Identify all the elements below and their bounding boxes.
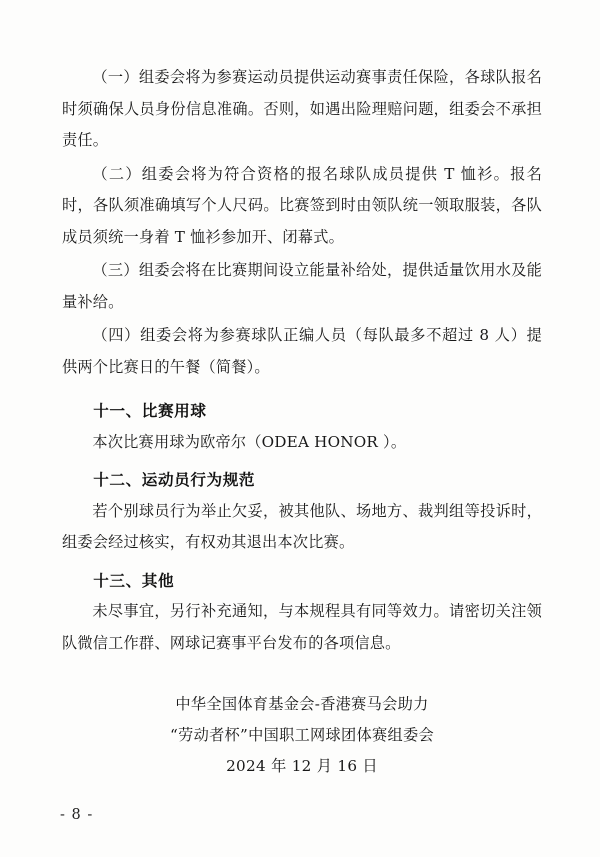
paragraph-item-4: （四）组委会将为参赛球队正编人员（每队最多不超过 8 人）提供两个比赛日的午餐（简餐）。 <box>62 326 542 376</box>
spacer <box>62 385 542 389</box>
signature-date: 2024 年 12 月 16 日 <box>226 757 378 775</box>
signature-organization: 中华全国体育基金会-香港赛马会助力 <box>175 695 429 713</box>
page-number: - 8 - <box>60 807 94 823</box>
paragraph-item-3: （三）组委会将在比赛期间设立能量补给处，提供适量饮用水及能量补给。 <box>62 261 542 311</box>
signature-committee: “劳动者杯”中国职工网球团体赛组委会 <box>170 726 434 744</box>
section-body-thirteen: 未尽事宜，另行补充通知，与本规程具有同等效力。请密切关注领队微信工作群、网球记赛事平台发布的各项信息。 <box>62 602 542 652</box>
paragraph-item-1: （一）组委会将为参赛运动员提供运动赛事责任保险，各球队报名时须确保人员身份信息准确。否则，如遇出险理赔问题，组委会不承担责任。 <box>62 68 542 149</box>
signature-block <box>62 689 542 782</box>
section-heading-thirteen: 十三、其他 <box>93 570 175 590</box>
section-heading-eleven: 十一、比赛用球 <box>93 401 207 420</box>
document-body <box>62 62 542 782</box>
paragraph-item-2: （二）组委会将为符合资格的报名球队成员提供 T 恤衫。报名时，各队须准确填写个人尺码。比赛签到时由领队统一领取服装，各队成员须统一身着 T 恤衫参加开、闭幕式。 <box>62 164 542 246</box>
section-body-eleven: 本次比赛用球为欧帝尔（ODEA HONOR ）。 <box>92 432 407 451</box>
section-body-twelve: 若个别球员行为举止欠妥，被其他队、场地方、裁判组等投诉时，组委会经过核实，有权劝其退出本次比赛。 <box>62 501 542 551</box>
section-heading-twelve: 十二、运动员行为规范 <box>93 470 256 489</box>
